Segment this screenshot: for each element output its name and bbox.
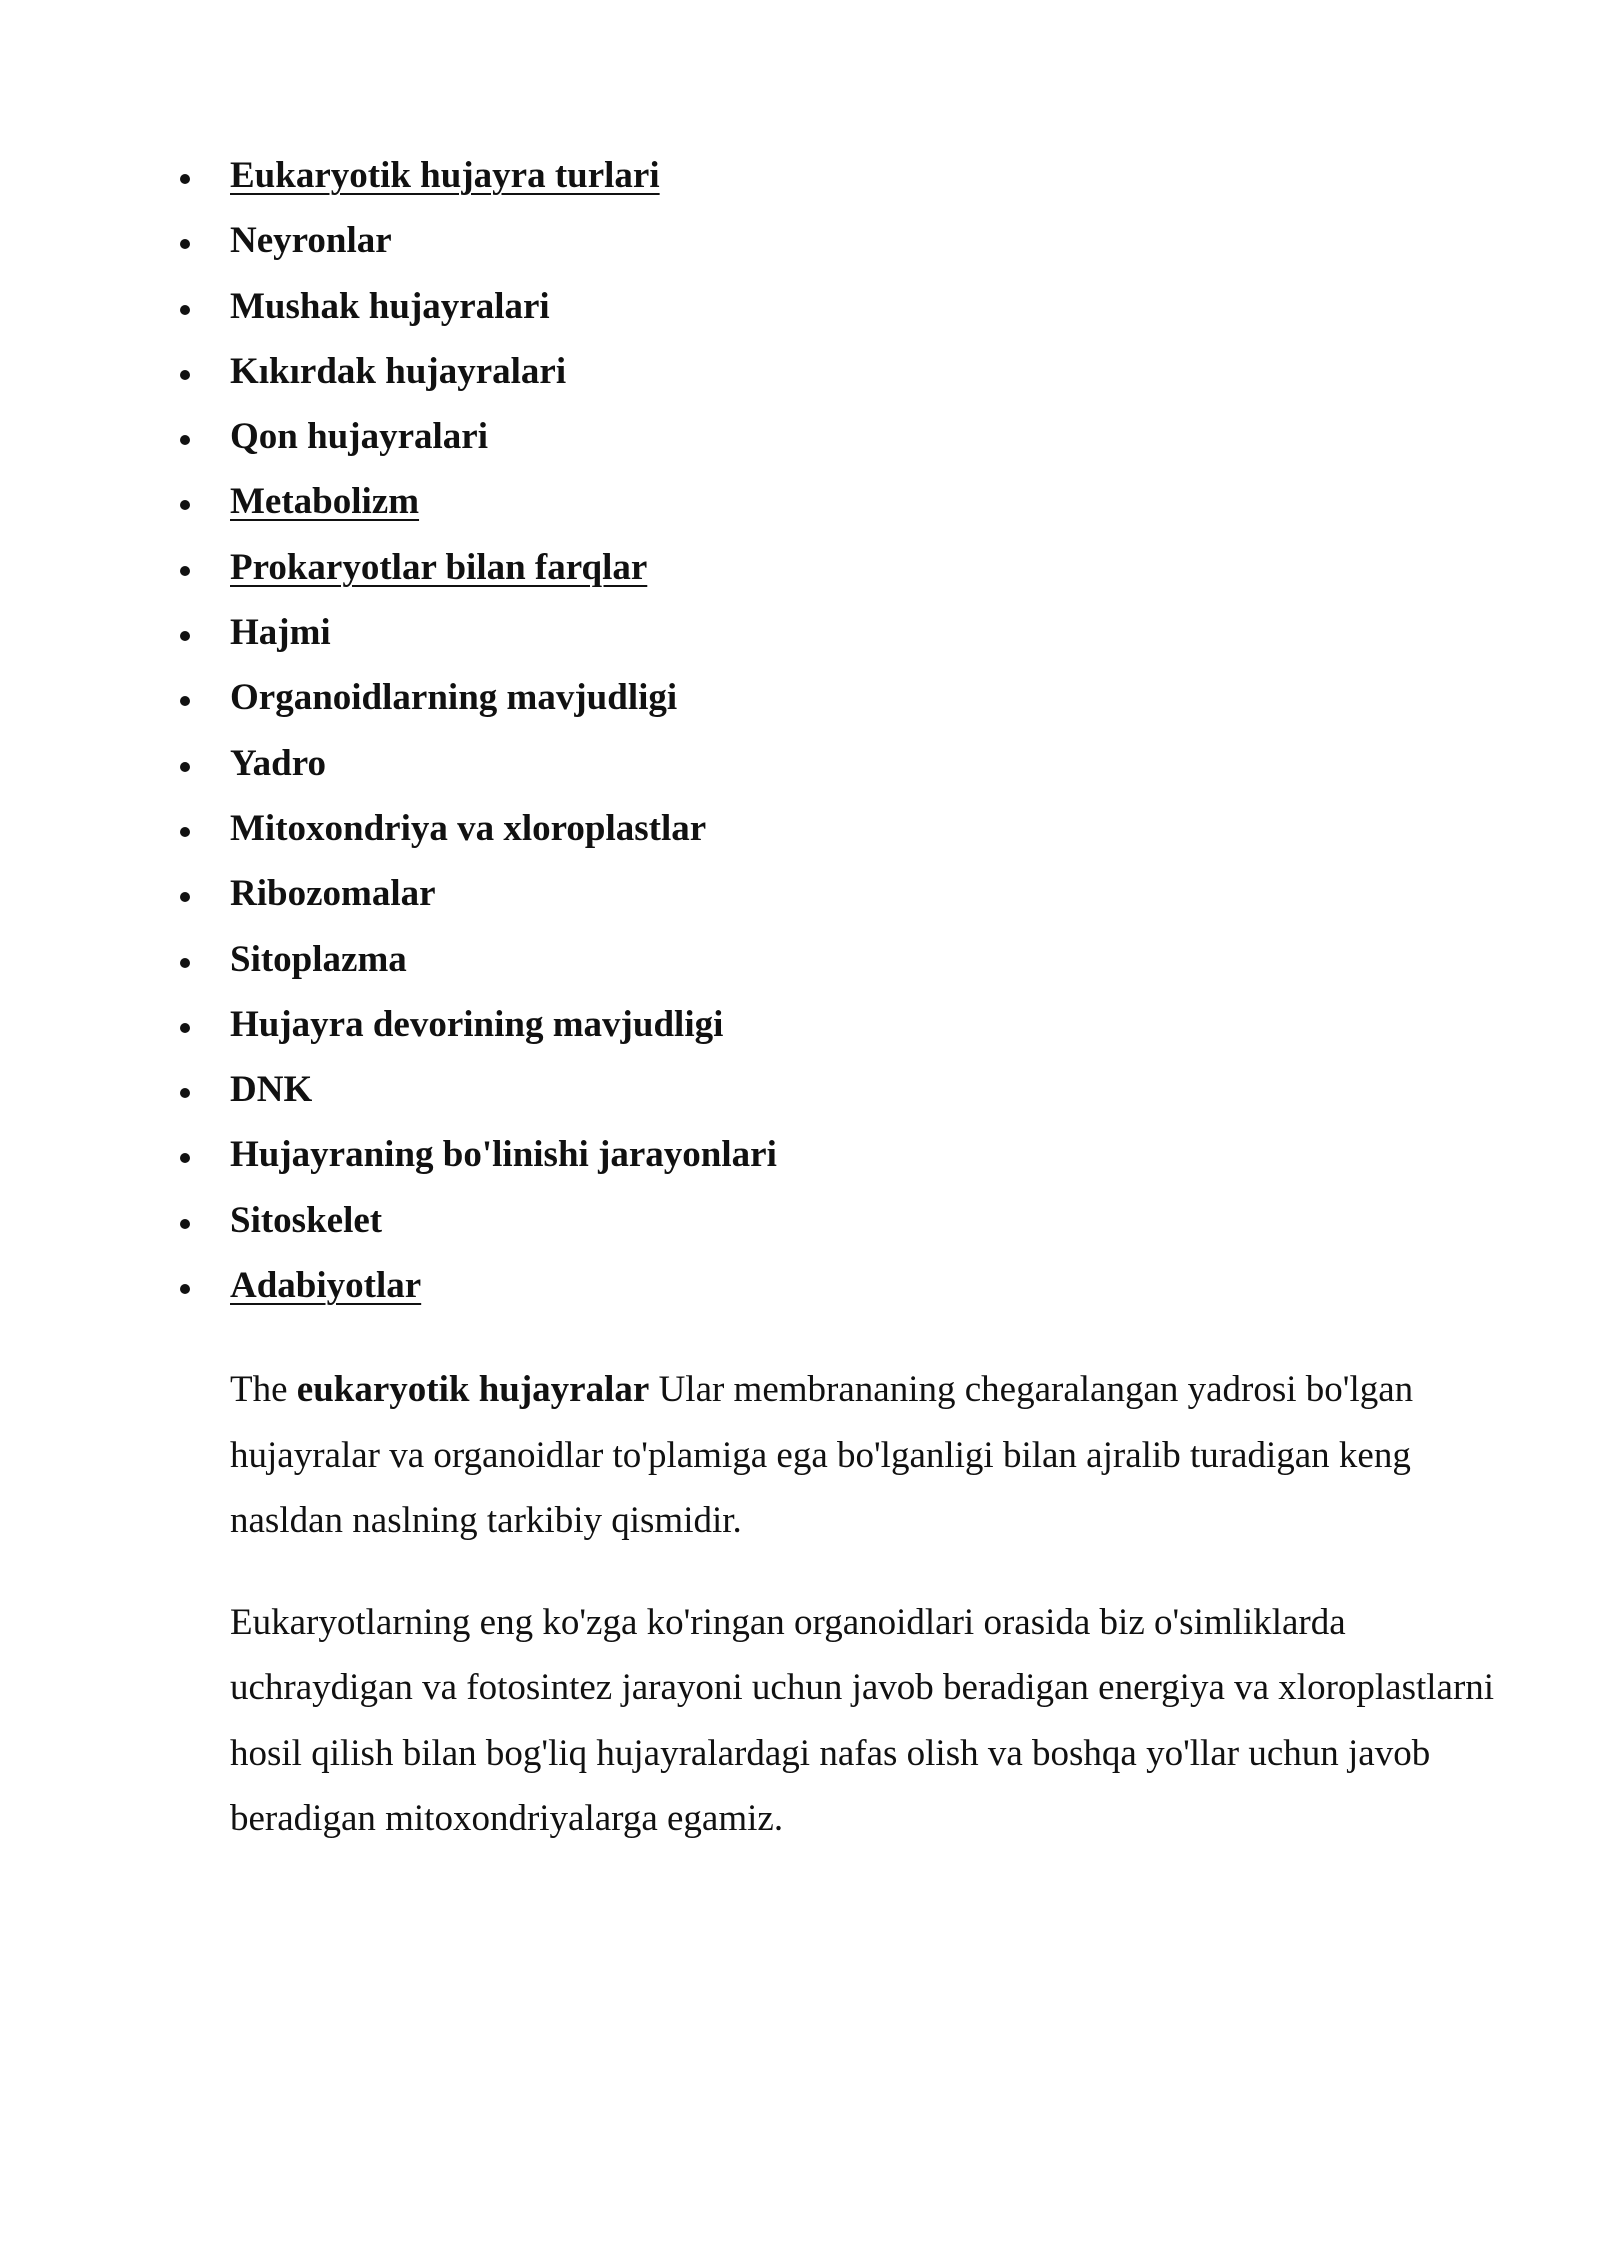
intro-rest: Ular membrananing chegaralangan yadrosi bo'lgan hujayralar va organoidlar to'plamiga ega bo'lganligi bilan ajralib turadigan keng nasldan naslning tarkibiy qismidir.	[230, 1369, 1414, 1541]
bullet-icon	[180, 1023, 190, 1033]
toc-label: Ribozomalar	[230, 873, 436, 915]
bullet-icon	[180, 239, 190, 249]
bullet-icon	[180, 827, 190, 837]
toc-label: Kıkırdak hujayralari	[230, 350, 567, 392]
bullet-icon	[180, 1088, 190, 1098]
bullet-icon	[180, 566, 190, 576]
toc-label: Hujayraning bo'linishi jarayonlari	[230, 1134, 777, 1176]
toc-label: Sitoskelet	[230, 1199, 383, 1241]
toc-item	[168, 738, 777, 803]
bullet-icon	[180, 370, 190, 380]
toc-label: Hajmi	[230, 612, 331, 654]
toc-link[interactable]: Metabolizm	[230, 481, 420, 523]
intro-lead: The	[230, 1369, 288, 1410]
toc-link[interactable]: Adabiyotlar	[230, 1265, 422, 1307]
bullet-icon	[180, 1153, 190, 1163]
toc-item	[168, 1195, 777, 1260]
toc-item	[168, 411, 777, 476]
bullet-icon	[180, 435, 190, 445]
bullet-icon	[180, 174, 190, 184]
toc-label: Hujayra devorining mavjudligi	[230, 1003, 724, 1045]
table-of-contents	[168, 150, 777, 1325]
toc-label: Yadro	[230, 742, 326, 784]
bullet-icon	[180, 762, 190, 772]
bullet-icon	[180, 305, 190, 315]
toc-item[interactable]	[168, 542, 777, 607]
toc-item[interactable]	[168, 150, 777, 215]
toc-item	[168, 346, 777, 411]
toc-item	[168, 215, 777, 280]
toc-item	[168, 1064, 777, 1129]
toc-label: Qon hujayralari	[230, 416, 488, 458]
toc-label: Sitoplazma	[230, 938, 407, 980]
toc-item	[168, 1129, 777, 1194]
toc-label: DNK	[230, 1069, 313, 1111]
toc-link[interactable]: Eukaryotik hujayra turlari	[230, 155, 660, 196]
toc-label: Mitoxondriya va xloroplastlar	[230, 807, 707, 849]
toc-item	[168, 999, 777, 1064]
toc-item	[168, 607, 777, 672]
paragraph-intro	[230, 1357, 1530, 1554]
body-text	[230, 1357, 1530, 1888]
bullet-icon	[180, 1219, 190, 1229]
bullet-icon	[180, 1284, 190, 1294]
toc-item	[168, 803, 777, 868]
bullet-icon	[180, 892, 190, 902]
toc-item	[168, 868, 777, 933]
paragraph-organelles: Eukaryotlarning eng ko'zga ko'ringan organoidlari orasida biz o'simliklarda uchraydigan va fotosintez jarayoni uchun javob beradigan energiya va xloroplastlarni hosil qilish bilan bog'liq hujayralardagi nafas olish va boshqa yo'llar uchun javob beradigan mitoxondriyalarga egamiz.	[230, 1601, 1495, 1839]
bullet-icon	[180, 958, 190, 968]
toc-item	[168, 672, 777, 737]
toc-item[interactable]	[168, 476, 777, 541]
bullet-icon	[180, 631, 190, 641]
toc-item	[168, 934, 777, 999]
toc-label: Mushak hujayralari	[230, 285, 550, 327]
bullet-icon	[180, 500, 190, 510]
toc-label: Neyronlar	[230, 220, 392, 262]
toc-item[interactable]	[168, 1260, 777, 1325]
bullet-icon	[180, 696, 190, 706]
toc-label: Organoidlarning mavjudligi	[230, 677, 678, 719]
intro-term: eukaryotik hujayralar	[296, 1369, 650, 1410]
toc-link[interactable]: Prokaryotlar bilan farqlar	[230, 546, 648, 588]
toc-item	[168, 281, 777, 346]
